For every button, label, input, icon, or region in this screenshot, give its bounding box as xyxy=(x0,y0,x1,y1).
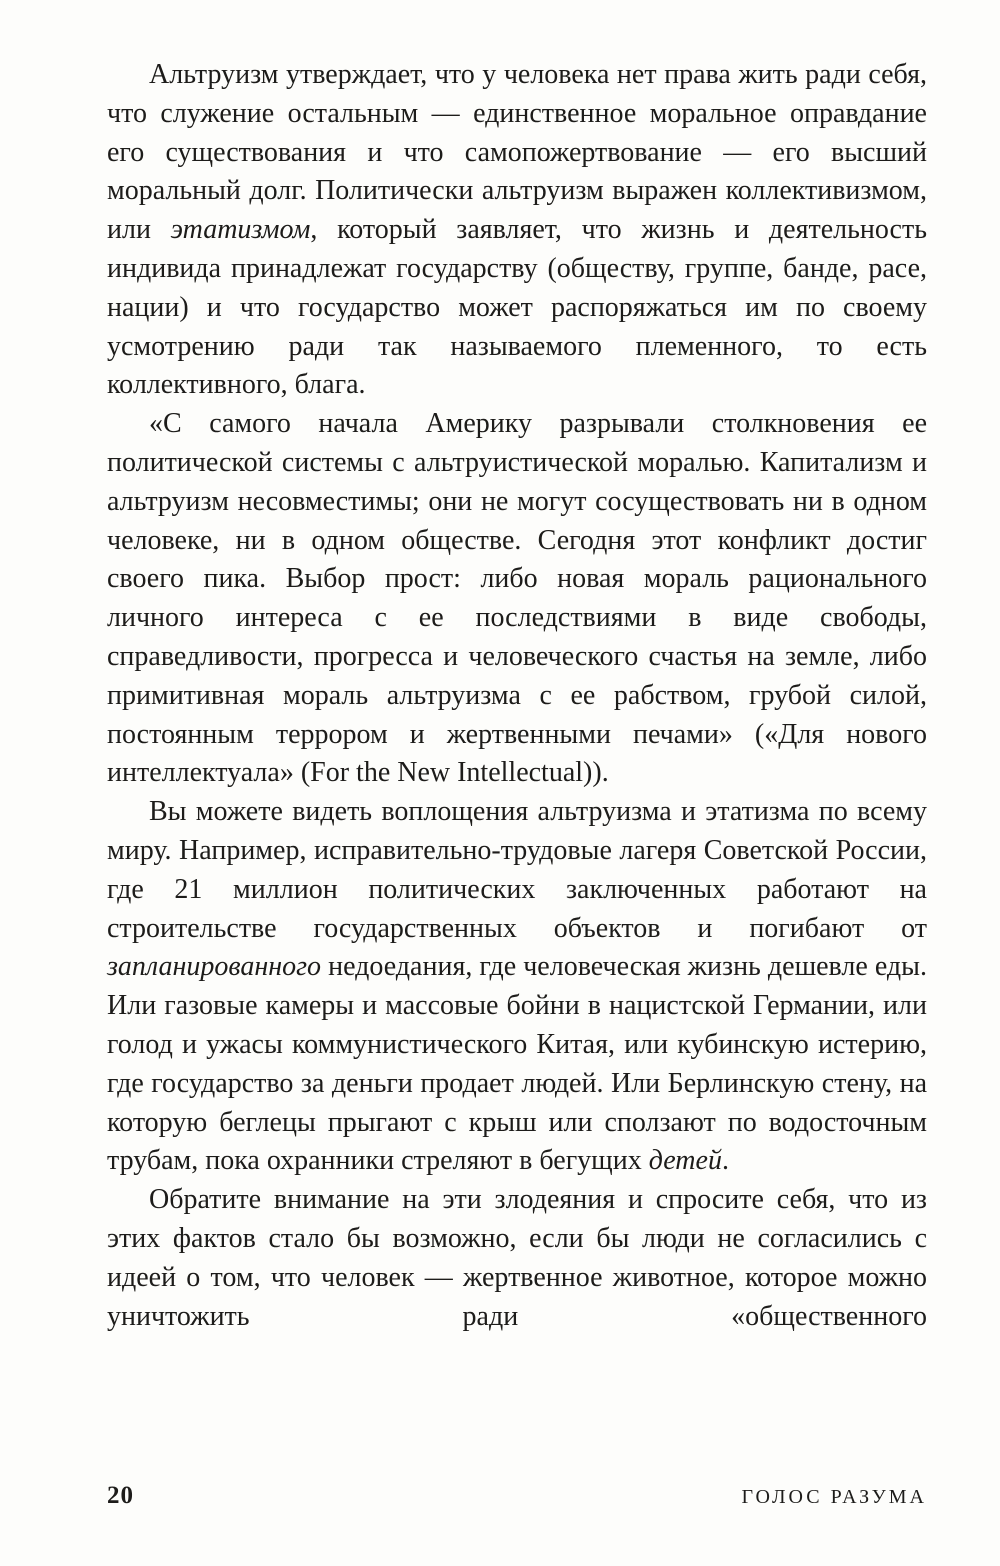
text-run: недоедания, где человеческая жизнь дешевле еды. Или газовые камеры и массовые бойни в нацистской Германии, или голод и ужасы коммунистического Китая, или кубинскую истерию, где государство за деньги продает людей. Или Берлинскую стену, на которую беглецы прыгают с крыш или сползают по водосточным трубам, пока охранники стреляют в бегущих xyxy=(107,951,927,1177)
text-run: Вы можете видеть воплощения альтруизма и этатизма по всему миру. Например, исправительно-трудовые лагеря Советской России, где 21 миллион политических заключенных работают на строительстве государственных объектов и погибают от xyxy=(107,796,927,944)
text-run: . xyxy=(721,1145,729,1177)
italic-text-run: запланированного xyxy=(107,951,322,983)
text-run: Альтруизм утверждает, что у человека нет права жить ради себя, что служение остальным — единственное моральное оправдание его существования и что самопожертвование — его высший моральный долг. Политически альтруизм выражен коллективизмом, или xyxy=(107,59,927,246)
text-run: Обратите внимание на эти злодеяния и спросите себя, что из этих фактов стало бы возможно, если бы люди не согласились с идеей о том, что человек — жертвенное животное, которое можно уничтожить ради «общественного xyxy=(107,1184,927,1332)
italic-text-run: детей xyxy=(648,1145,722,1177)
running-title: ГОЛОС РАЗУМА xyxy=(741,1486,927,1508)
paragraph xyxy=(107,793,927,1181)
italic-text-run: этатизмом xyxy=(170,214,311,246)
paragraph xyxy=(107,56,927,405)
page-footer xyxy=(107,1482,927,1510)
paragraph xyxy=(107,405,927,793)
text-run: , который заявляет, что жизнь и деятельность индивида принадлежат государству (обществу, группе, банде, расе, нации) и что государство может распоряжаться им по своему усмотрению ради так называемого племенного, то есть коллективного, блага. xyxy=(107,214,927,401)
paragraph xyxy=(107,1181,927,1336)
text-run: «С самого начала Америку разрывали столкновения ее политической системы с альтруистической моралью. Капитализм и альтруизм несовместимы; они не могут сосуществовать ни в одном человеке, ни в одном обществе. Сегодня этот конфликт достиг своего пика. Выбор прост: либо новая мораль рационального личного интереса с ее последствиями в виде свободы, справедливости, прогресса и человеческого счастья на земле, либо примитивная мораль альтруизма с ее рабством, грубой силой, постоянным террором и жертвенными печами» («Для нового интеллектуала» (For the New Intellectual)). xyxy=(107,408,927,789)
page-number: 20 xyxy=(107,1482,134,1509)
page-text xyxy=(107,56,927,1336)
